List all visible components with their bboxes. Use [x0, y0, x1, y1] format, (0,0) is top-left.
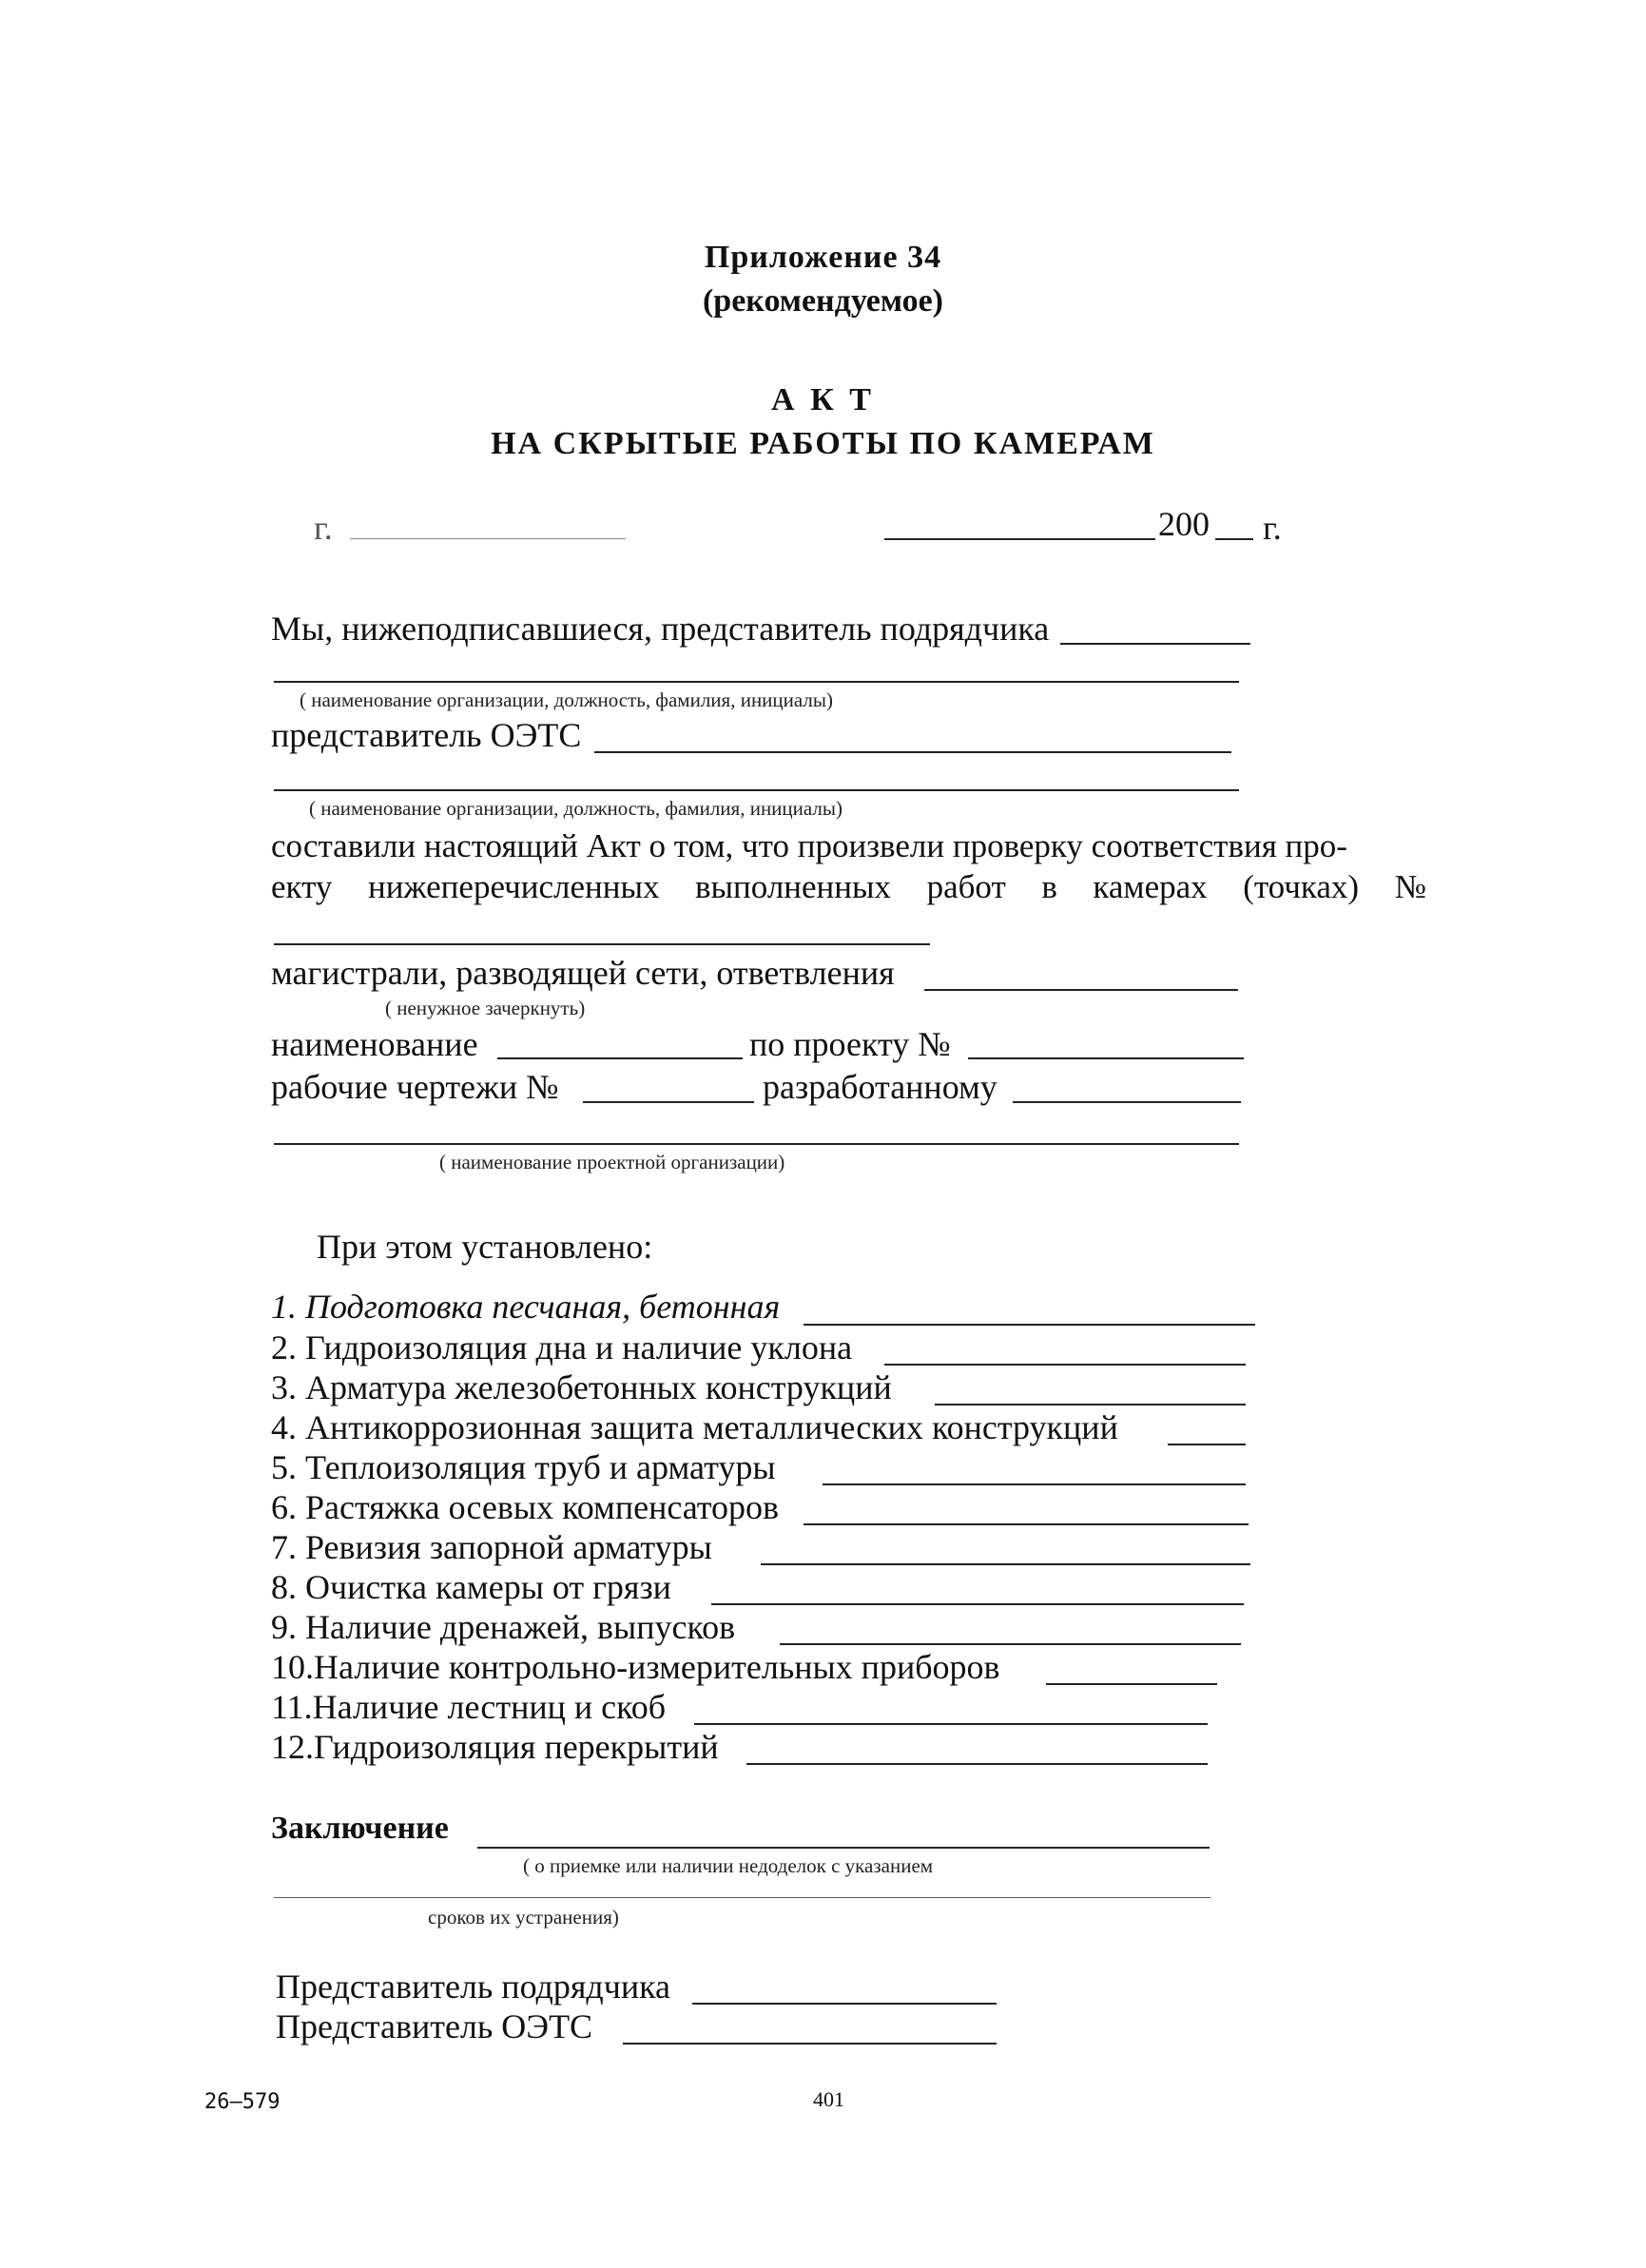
finding-item-10: 10.Наличие контрольно-измерительных приборов [271, 1648, 1000, 1686]
finding-line-3 [935, 1404, 1246, 1405]
caption-org-1: ( наименование организации, должность, фамилия, инициалы) [300, 688, 833, 711]
intro-body-l1: составили настоящий Акт о том, что произвели проверку соответствия про- [271, 827, 1347, 864]
appendix-subtitle: (рекомендуемое) [702, 283, 944, 319]
chambers-line [274, 943, 930, 945]
project-line [968, 1057, 1244, 1059]
finding-line-6 [804, 1523, 1249, 1525]
signature-contractor-line [692, 2003, 997, 2005]
finding-line-11 [694, 1723, 1208, 1725]
finding-item-9: 9. Наличие дренажей, выпусков [271, 1608, 736, 1646]
finding-line-1 [804, 1324, 1255, 1326]
name-line [497, 1057, 743, 1059]
signature-oets-line [623, 2043, 997, 2045]
word: екту [271, 868, 333, 905]
act-title: А К Т [771, 382, 875, 417]
oets-line [594, 751, 1231, 753]
finding-item-5: 5. Теплоизоляция труб и арматуры [271, 1448, 776, 1486]
network-caption: ( ненужное зачеркнуть) [385, 997, 586, 1019]
signature-oets-label: Представитель ОЭТС [276, 2007, 593, 2045]
signature-contractor-label: Представитель подрядчика [276, 1968, 671, 2006]
drawings-label: рабочие чертежи № [271, 1068, 559, 1106]
appendix-title: Приложение 34 [704, 240, 942, 275]
intro-body-l2 [271, 868, 1426, 906]
findings-heading: При этом установлено: [317, 1228, 653, 1266]
city-line [350, 538, 626, 539]
word: выполненных [695, 868, 892, 905]
word: (точках) [1243, 868, 1360, 905]
finding-item-1: 1. Подготовка песчаная, бетонная [271, 1288, 781, 1326]
conclusion-line2 [274, 1897, 1210, 1898]
finding-line-5 [823, 1483, 1246, 1485]
design-org-line [274, 1143, 1239, 1145]
finding-line-8 [711, 1603, 1244, 1605]
date-line [884, 538, 1155, 540]
conclusion-caption-1: ( о приемке или наличии недоделок с указанием [523, 1854, 934, 1877]
word: нижеперечисленных [367, 868, 660, 905]
finding-item-11: 11.Наличие лестниц и скоб [271, 1688, 667, 1726]
finding-item-6: 6. Растяжка осевых компенсаторов [271, 1488, 780, 1526]
page-number: 401 [813, 2087, 844, 2111]
finding-item-12: 12.Гидроизоляция перекрытий [271, 1728, 719, 1766]
word: камерах [1093, 868, 1208, 905]
finding-line-12 [746, 1763, 1208, 1765]
contractor-line2 [274, 681, 1239, 683]
contractor-line [1060, 643, 1250, 645]
word: № [1394, 868, 1426, 905]
design-org-caption: ( наименование проектной организации) [439, 1151, 785, 1173]
finding-line-7 [761, 1563, 1250, 1565]
finding-item-3: 3. Арматура железобетонных конструкций [271, 1368, 892, 1406]
developed-line [1013, 1101, 1241, 1103]
finding-line-4 [1168, 1444, 1246, 1445]
finding-item-8: 8. Очистка камеры от грязи [271, 1568, 671, 1606]
finding-item-7: 7. Ревизия запорной арматуры [271, 1528, 712, 1566]
caption-org-2: ( наименование организации, должность, фамилия, инициалы) [309, 797, 842, 820]
name-label: наименование [271, 1025, 478, 1063]
year-suffix: г. [1263, 509, 1282, 547]
word: в [1041, 868, 1057, 905]
conclusion-caption-2: сроков их устранения) [428, 1906, 619, 1929]
finding-item-2: 2. Гидроизоляция дна и наличие уклона [271, 1328, 853, 1367]
act-subtitle: НА СКРЫТЫЕ РАБОТЫ ПО КАМЕРАМ [491, 426, 1155, 461]
conclusion-line [477, 1847, 1210, 1849]
finding-item-4: 4. Антикоррозионная защита металлических конструкций [271, 1408, 1118, 1446]
oets-line2 [274, 789, 1239, 791]
finding-line-9 [780, 1643, 1241, 1645]
year-prefix: 200 [1158, 505, 1210, 543]
oets-label: представитель ОЭТС [271, 716, 582, 754]
network-line [924, 989, 1238, 991]
developed-label: разработанному [763, 1068, 997, 1106]
finding-line-10 [1046, 1683, 1217, 1685]
footer-code: 26—579 [204, 2090, 281, 2114]
network-label: магистрали, разводящей сети, ответвления [271, 954, 895, 992]
word: работ [926, 868, 1006, 905]
intro-line1: Мы, нижеподписавшиеся, представитель подрядчика [271, 610, 1050, 648]
finding-line-2 [884, 1364, 1246, 1366]
city-prefix: г. [314, 509, 333, 547]
year-line [1215, 538, 1253, 540]
conclusion-label: Заключение [271, 1811, 449, 1846]
project-label: по проекту № [749, 1025, 951, 1063]
drawings-line [583, 1101, 754, 1103]
